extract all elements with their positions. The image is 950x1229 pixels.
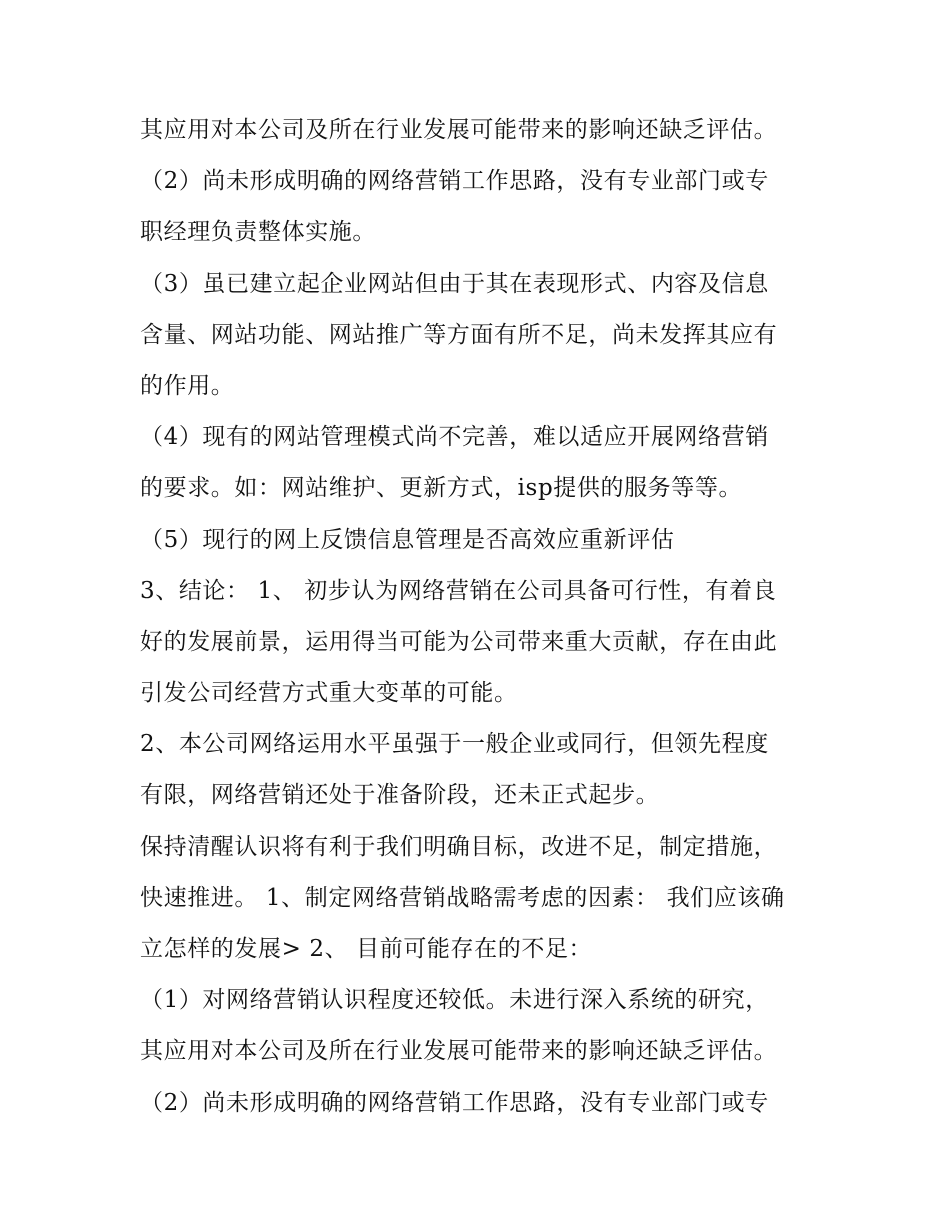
- text-line: 立怎样的发展> 2、 目前可能存在的不足：: [140, 936, 593, 962]
- text-line: 的作用。: [140, 372, 235, 399]
- text-line: 有限，网络营销还处于准备阶段，还未正式起步。: [140, 782, 660, 809]
- text-line: 保持清醒认识将有利于我们明确目标，改进不足，制定措施，: [140, 833, 778, 860]
- text-line: 快速推进。 1、制定网络营销战略需考虑的因素： 我们应该确: [140, 884, 785, 911]
- text-line: 2、本公司网络运用水平虽强于一般企业或同行，但领先程度: [140, 731, 769, 758]
- text-line: （4）现有的网站管理模式尚不完善，难以适应开展网络营销: [140, 424, 769, 451]
- text-line: （2）尚未形成明确的网络营销工作思路，没有专业部门或专: [140, 168, 769, 195]
- text-line: 职经理负责整体实施。: [140, 219, 376, 246]
- text-line: 3、结论： 1、 初步认为网络营销在公司具备可行性，有着良: [140, 577, 777, 604]
- text-line: （3）虽已建立起企业网站但由于其在表现形式、内容及信息: [140, 270, 769, 297]
- text-line: 的要求。如：网站维护、更新方式，isp提供的服务等等。: [140, 475, 743, 502]
- text-line: 其应用对本公司及所在行业发展可能带来的影响还缺乏评估。: [140, 117, 778, 143]
- text-line: （2）尚未形成明确的网络营销工作思路，没有专业部门或专: [140, 1089, 769, 1116]
- document-body: [140, 110, 830, 1134]
- text-line: 其应用对本公司及所在行业发展可能带来的影响还缺乏评估。: [140, 1038, 778, 1065]
- text-line: 好的发展前景，运用得当可能为公司带来重大贡献，存在由此: [140, 628, 778, 655]
- text-line: 引发公司经营方式重大变革的可能。: [140, 680, 518, 707]
- text-line: （5）现行的网上反馈信息管理是否高效应重新评估: [140, 526, 675, 553]
- text-line: 含量、网站功能、网站推广等方面有所不足，尚未发挥其应有: [140, 321, 778, 348]
- text-line: （1）对网络营销认识程度还较低。未进行深入系统的研究，: [140, 987, 769, 1014]
